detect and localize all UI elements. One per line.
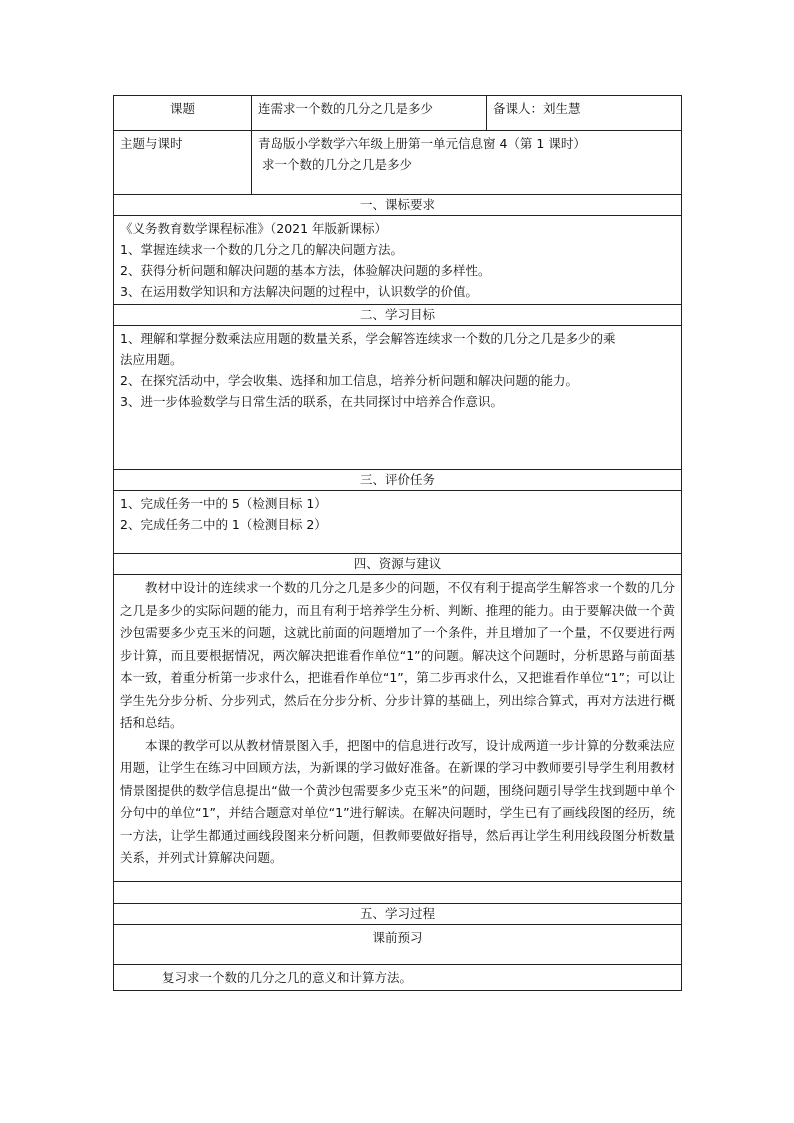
theme-line-2: 求一个数的几分之几是多少 xyxy=(262,157,413,172)
curriculum-title: 一、课标要求 xyxy=(114,195,682,216)
resources-body xyxy=(114,575,682,882)
process-line-row xyxy=(114,965,682,991)
assessment-title: 三、评价任务 xyxy=(114,470,682,491)
curriculum-content xyxy=(114,216,682,305)
curriculum-line: 2、获得分析问题和解决问题的基本方法，体验解决问题的多样性。 xyxy=(120,263,491,278)
assessment-line: 2、完成任务二中的 1（检测目标 2） xyxy=(120,517,327,532)
goals-title: 二、学习目标 xyxy=(114,305,682,326)
topic-label: 课题 xyxy=(114,96,252,131)
curriculum-line: 1、掌握连续求一个数的几分之几的解决问题方法。 xyxy=(120,242,403,257)
resources-title: 四、资源与建议 xyxy=(114,554,682,575)
curriculum-body xyxy=(114,216,682,305)
resources-paragraph: 本课的教学可以从教材情景图入手，把图中的信息进行改写，设计成两道一步计算的分数乘法应用题，让学生在练习中回顾方法，为新课的学习做好准备。在新课的学习中教师要引导学生利用教材情景图提供的数学信息提出“做一个黄沙包需要多少克玉米”的问题，围绕问题引导学生找到题中单个分句中的单位“1”，并结合题意对单位“1”进行解读。在解决问题时，学生已有了画线段图的经历，统一方法，让学生都通过画线段图来分析问题，但教师要做好指导，然后再让学生利用线段图分析数量关系，并列式计算解决问题。 xyxy=(120,737,675,865)
goal-line: 法应用题。 xyxy=(120,352,183,367)
lesson-plan-page xyxy=(113,95,681,991)
preparer: 备课人：刘生慧 xyxy=(487,96,682,131)
goal-line: 2、在探究活动中，学会收集、选择和加工信息，培养分析问题和解决问题的能力。 xyxy=(120,373,578,388)
section-header-curriculum xyxy=(114,195,682,216)
process-title: 五、学习过程 xyxy=(114,904,682,925)
theme-line-1: 青岛版小学数学六年级上册第一单元信息窗 4（第 1 课时） xyxy=(258,136,586,151)
section-header-goals xyxy=(114,305,682,326)
theme-value xyxy=(252,131,682,195)
process-line: 复习求一个数的几分之几的意义和计算方法。 xyxy=(114,965,682,991)
assessment-line: 1、完成任务一中的 5（检测目标 1） xyxy=(120,496,327,511)
section-header-resources xyxy=(114,554,682,575)
section-header-assessment xyxy=(114,470,682,491)
assessment-content xyxy=(114,491,682,554)
theme-label: 主题与课时 xyxy=(114,131,252,195)
goals-content xyxy=(114,326,682,470)
blank-cell xyxy=(114,882,682,904)
process-subtitle: 课前预习 xyxy=(114,925,682,965)
process-subtitle-row xyxy=(114,925,682,965)
goals-body xyxy=(114,326,682,470)
goal-line: 1、理解和掌握分数乘法应用题的数量关系，学会解答连续求一个数的几分之几是多少的乘 xyxy=(120,331,616,346)
theme-row xyxy=(114,131,682,195)
topic-value: 连需求一个数的几分之几是多少 xyxy=(252,96,487,131)
resources-paragraph: 教材中设计的连续求一个数的几分之几是多少的问题，不仅有利于提高学生解答求一个数的几分之几是多少的实际问题的能力，而且有利于培养学生分析、判断、推理的能力。由于要解决做一个黄沙包需要多少克玉米的问题，这就比前面的问题增加了一个条件，并且增加了一个量，不仅要进行两步计算，而且要根据情况，两次解决把谁看作单位“1”的问题。解决这个问题时，分析思路与前面基本一致，着重分析第一步求什么，把谁看作单位“1”，第二步再求什么，又把谁看作单位“1”；可以让学生先分步分析、分步列式，然后在分步分析、分步计算的基础上，列出综合算式，再对方法进行概括和总结。 xyxy=(120,580,675,730)
resources-content xyxy=(114,575,682,882)
assessment-body xyxy=(114,491,682,554)
topic-row xyxy=(114,96,682,131)
lesson-plan-table xyxy=(113,95,682,991)
curriculum-line: 3、在运用数学知识和方法解决问题的过程中，认识数学的价值。 xyxy=(120,284,478,299)
section-header-process xyxy=(114,904,682,925)
blank-row xyxy=(114,882,682,904)
goal-line: 3、进一步体验数学与日常生活的联系，在共同探讨中培养合作意识。 xyxy=(120,394,503,409)
curriculum-line: 《义务教育数学课程标准》（2021 年版新课标） xyxy=(120,221,388,236)
